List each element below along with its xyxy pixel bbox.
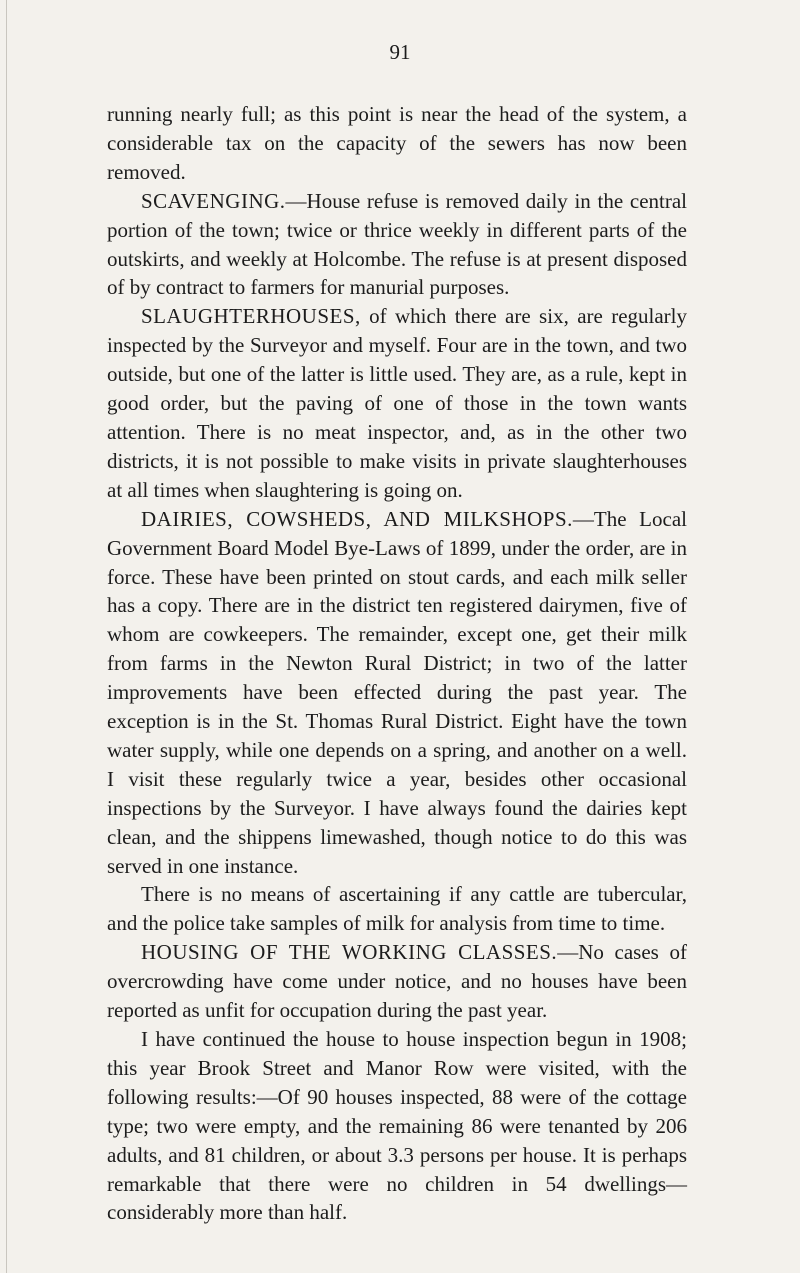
paragraph-housing [107, 938, 687, 1025]
paragraph-text: —The Local Government Board Model Bye-Laws of 1899, under the order, are in force. These have been printed on stout cards, and each milk seller has a copy. There are in the district ten registered dairymen, five of whom are cowkeepers. The remainder, except one, get their milk from farms in the Newton Rural District; in two of the latter improvements have been effected during the past year. The exception is in the St. Thomas Rural District. Eight have the town water supply, while one depends on a spring, and another on a well. I visit these regularly twice a year, besides other occasional inspections by the Surveyor. I have always found the dairies kept clean, and the shippens limewashed, though notice to do this was served in one instance. [107, 506, 687, 878]
paragraph-scavenging [107, 187, 687, 303]
paragraph-house-inspection [107, 1025, 687, 1227]
paragraph-text: of which there are six, are regularly inspected by the Surveyor and myself. Four are in the town, and two outside, but one of the latter is little used. They are, as a rule, kept in good order, but the paving of one of those in the town wants attention. There is no meat inspector, and, as in the other two districts, it is not possible to make visits in private slaughterhouses at all times when slaughtering is going on. [107, 304, 687, 502]
page-number: 91 [389, 40, 411, 64]
paragraph-tubercular [107, 880, 687, 938]
section-heading-scavenging: SCAVENGING. [141, 188, 286, 213]
paragraph-text: —House refuse is removed daily in the central portion of the town; twice or thrice weekly in different parts of the outskirts, and weekly at Holcombe. The refuse is at present disposed of by contract to farmers for manurial purposes. [107, 188, 687, 300]
section-heading-slaughterhouses: SLAUGHTERHOUSES, [141, 304, 361, 329]
paragraph-text: —No cases of overcrowding have come under notice, and no houses have been reported as unfit for occupation during the past year. [107, 940, 687, 1023]
paragraph-sewers-continued [107, 100, 687, 187]
paragraph-text: running nearly full; as this point is near the head of the system, a considerable tax on the capacity of the sewers has now been removed. [107, 102, 687, 184]
section-heading-housing: HOUSING OF THE WORKING CLASSES. [141, 940, 558, 965]
paragraph-text: I have continued the house to house inspection begun in 1908; this year Brook Street and Manor Row were visited, with the following results:—Of 90 houses inspected, 88 were of the cottage type; two were empty, and the remaining 86 were tenanted by 206 adults, and 81 children, or about 3.3 persons per house. It is perhaps remarkable that there were no children in 54 dwellings—considerably more than half. [107, 1027, 687, 1225]
paragraph-slaughterhouses [107, 302, 687, 504]
page-edge-shadow [6, 0, 7, 1273]
section-heading-dairies: DAIRIES, COWSHEDS, AND MILKSHOPS. [141, 506, 573, 531]
paragraph-text: There is no means of ascertaining if any cattle are tubercular, and the police take samples of milk for analysis from time to time. [107, 882, 687, 936]
paragraph-dairies [107, 505, 687, 881]
body-text [107, 100, 687, 1227]
